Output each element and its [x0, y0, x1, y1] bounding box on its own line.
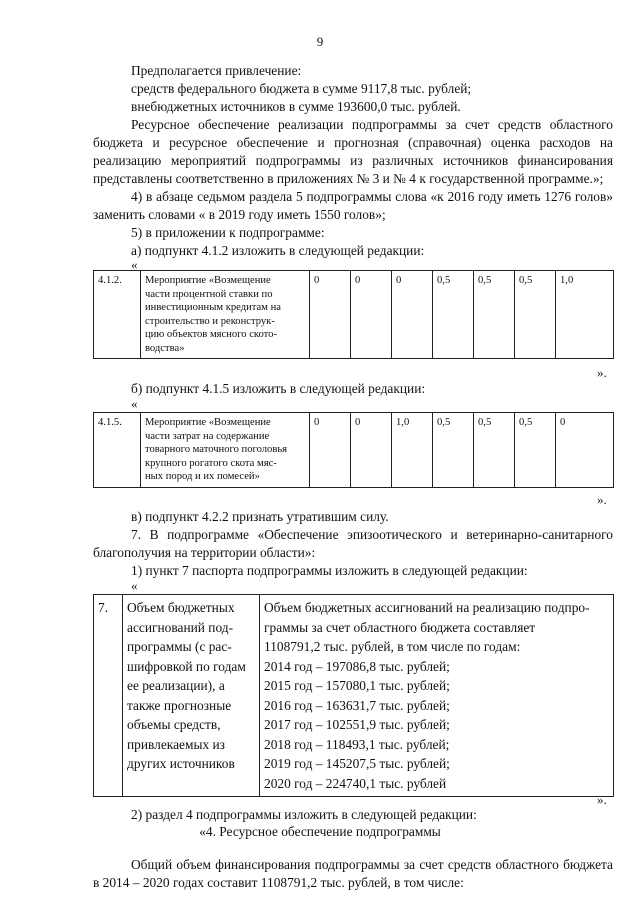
- table-2-description: [141, 413, 310, 488]
- open-quote-1: «: [131, 257, 138, 272]
- table-1-value: 0: [310, 271, 351, 359]
- table-row: [94, 595, 614, 797]
- passport-num: 7.: [94, 595, 123, 797]
- close-quote-1: ».: [597, 365, 607, 380]
- passport-right-line: 2019 год – 145207,5 тыс. рублей;: [264, 756, 450, 771]
- table-1-desc-line: цию объектов мясного ското-: [145, 329, 278, 340]
- passport-left-line: привлекаемых из: [127, 736, 225, 752]
- table-2-desc-line: ных пород и их помесей»: [145, 471, 260, 482]
- table-4-1-2: [93, 270, 614, 359]
- passport-left-line: других источников: [127, 756, 235, 771]
- passport-right-line: 2016 год – 163631,7 тыс. рублей;: [264, 697, 450, 713]
- table-2-desc-line: крупного рогатого скота мяс-: [145, 457, 277, 469]
- table-row: [94, 413, 614, 488]
- passport-right-line: 2014 год – 197086,8 тыс. рублей;: [264, 658, 450, 674]
- table-1-value: 0: [351, 271, 392, 359]
- table-1-num: 4.1.2.: [94, 271, 141, 359]
- passport-right-line: граммы за счет областного бюджета составляет: [264, 619, 536, 635]
- item-7-1-line: 1) пункт 7 паспорта подпрограммы изложить в следующей редакции:: [131, 563, 528, 578]
- table-1-value: 0: [392, 271, 433, 359]
- passport-left-line: ее реализации), а: [127, 678, 225, 693]
- close-quote-2: ».: [597, 492, 607, 507]
- table-1-desc-line: Мероприятие «Возмещение: [145, 275, 271, 286]
- close-quote-3: ».: [597, 792, 607, 807]
- passport-right-line: 2020 год – 224740,1 тыс. рублей: [264, 775, 447, 791]
- item-7-paragraph: 7. В подпрограмме «Обеспечение эпизоотического и ветеринарно-санитарного благополучия на территории области»:: [93, 527, 613, 560]
- table-2-value: 0: [556, 413, 614, 488]
- page-number: 9: [316, 34, 324, 49]
- table-row: [94, 271, 614, 359]
- intro-line-3: внебюджетных источников в сумме 193600,0 тыс. рублей.: [131, 99, 461, 114]
- passport-table: [93, 594, 614, 797]
- item-5-line: 5) в приложении к подпрограмме:: [131, 225, 325, 240]
- table-2-value: 1,0: [392, 413, 433, 488]
- table-1-value: 0,5: [515, 271, 556, 359]
- item-4-paragraph: 4) в абзаце седьмом раздела 5 подпрограммы слова «к 2016 году иметь 1276 голов» заменить словами « в 2019 году иметь 1550 голов»;: [93, 189, 613, 222]
- table-1-description: [141, 271, 310, 359]
- open-quote-3: «: [131, 578, 138, 593]
- passport-left-cell: [123, 595, 260, 797]
- passport-left-line: также прогнозные: [127, 697, 232, 713]
- resource-paragraph: Ресурсное обеспечение реализации подпрограммы за счет средств областного бюджета и ресурсное обеспечение и прогнозная (справочная) оценка расходов на реализацию мероприятий подпрограммы из различных источников финансирования представлены соответственно в приложениях № 3 и № 4 к государственной программе.»;: [93, 117, 613, 186]
- section-4-title: «4. Ресурсное обеспечение подпрограммы: [199, 824, 441, 839]
- table-1-value: 0,5: [474, 271, 515, 359]
- table-1-desc-line: водства»: [145, 342, 185, 354]
- passport-right-line: 1108791,2 тыс. рублей, в том числе по годам:: [264, 639, 521, 654]
- passport-left-line: Объем бюджетных: [127, 600, 235, 615]
- passport-right-cell: [260, 595, 614, 797]
- table-1-desc-line: строительство и реконструк-: [145, 315, 275, 327]
- table-2-desc-line: товарного маточного поголовья: [145, 444, 288, 455]
- passport-right-line: 2018 год – 118493,1 тыс. рублей;: [264, 736, 450, 752]
- final-paragraph: Общий объем финансирования подпрограммы за счет средств областного бюджета в 2014 – 2020 годах составит 1108791,2 тыс. рублей, в том числе:: [93, 857, 613, 890]
- table-1-value: 0,5: [433, 271, 474, 359]
- subitem-a-line: а) подпункт 4.1.2 изложить в следующей редакции:: [131, 243, 425, 258]
- table-2-desc-line: Мероприятие «Возмещение: [145, 417, 271, 428]
- passport-right-line: Объем бюджетных ассигнований на реализацию подпро-: [264, 600, 590, 615]
- passport-left-line: шифровкой по годам: [127, 658, 246, 674]
- passport-right-line: 2015 год – 157080,1 тыс. рублей;: [264, 678, 450, 693]
- table-2-value: 0: [351, 413, 392, 488]
- table-2-value: 0,5: [433, 413, 474, 488]
- passport-left-line: объемы средств,: [127, 717, 221, 732]
- table-2-desc-line: части затрат на содержание: [145, 430, 270, 442]
- passport-right-line: 2017 год – 102551,9 тыс. рублей;: [264, 717, 450, 732]
- open-quote-2: «: [131, 396, 138, 411]
- intro-line-1: Предполагается привлечение:: [131, 63, 302, 78]
- table-1-desc-line: инвестиционным кредитам на: [145, 302, 281, 313]
- table-2-value: 0: [310, 413, 351, 488]
- table-1-desc-line: части процентной ставки по: [145, 288, 273, 300]
- item-7-2-line: 2) раздел 4 подпрограммы изложить в следующей редакции:: [131, 807, 477, 822]
- passport-left-line: программы (с рас-: [127, 639, 232, 654]
- table-4-1-5: [93, 412, 614, 488]
- table-1-value: 1,0: [556, 271, 614, 359]
- table-2-num: 4.1.5.: [94, 413, 141, 488]
- passport-left-line: ассигнований под-: [127, 619, 234, 635]
- table-2-value: 0,5: [474, 413, 515, 488]
- subitem-v-line: в) подпункт 4.2.2 признать утратившим силу.: [131, 509, 389, 524]
- subitem-b-line: б) подпункт 4.1.5 изложить в следующей редакции:: [131, 381, 426, 396]
- intro-line-2: средств федерального бюджета в сумме 9117,8 тыс. рублей;: [131, 81, 472, 96]
- table-2-value: 0,5: [515, 413, 556, 488]
